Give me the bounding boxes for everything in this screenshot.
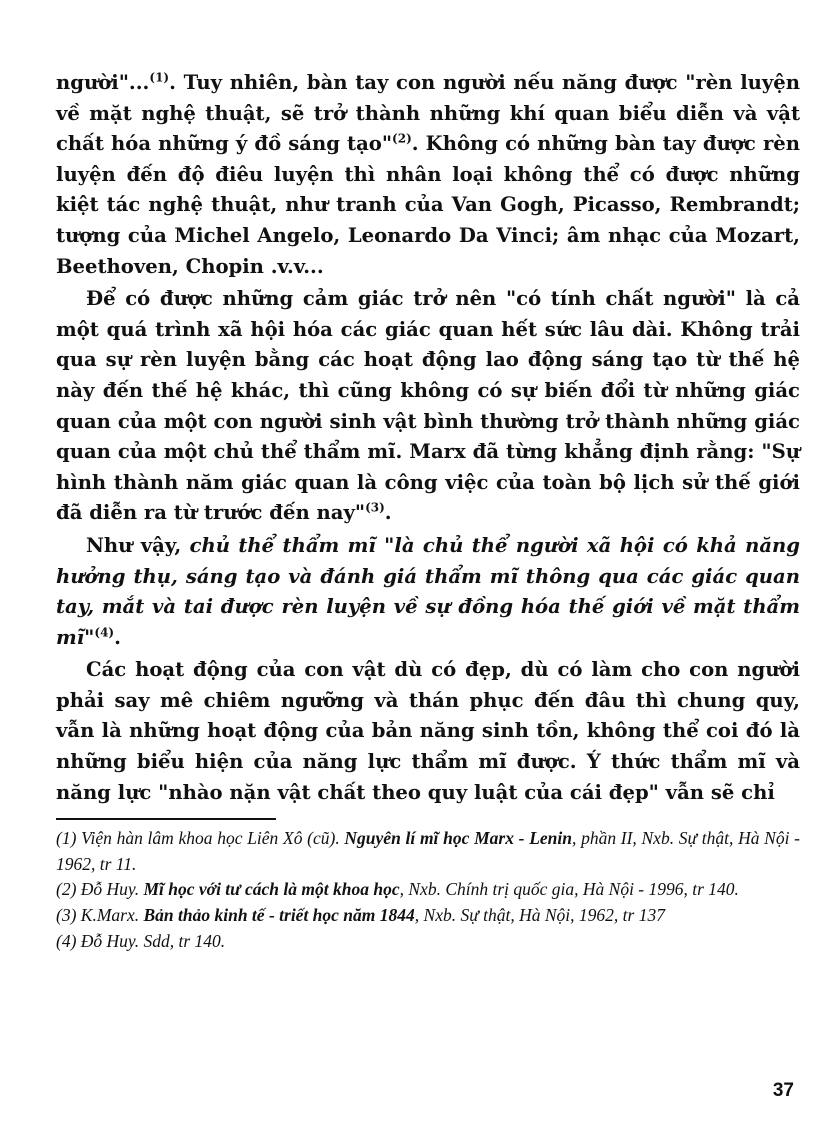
footnote-divider [56, 818, 276, 820]
footnote-4 [56, 929, 800, 955]
footnote-ref-3: (3) [365, 500, 385, 515]
paragraph-text: người"... [56, 71, 150, 94]
paragraph-4 [56, 655, 800, 808]
footnote-title: Nguyên lí mĩ học Marx - Lenin [344, 828, 572, 849]
paragraph-2 [56, 284, 800, 529]
paragraph-text: Như vậy, [86, 533, 190, 557]
footnote-ref-4: (4) [94, 625, 115, 640]
footnote-text: (2) Đỗ Huy. [56, 879, 144, 900]
paragraph-text: . [384, 501, 392, 525]
footnote-title: Mĩ học với tư cách là một khoa học [143, 879, 400, 900]
footnote-3 [56, 903, 800, 929]
paragraph-text: . Tuy nhiên, bàn tay con người nếu năng được "rèn luyện về mặt nghệ thuật, sẽ trở thành những khí quan biểu diễn và vật chất hóa những ý đồ sáng tạo" [56, 71, 800, 156]
paragraph-3 [56, 531, 800, 653]
footnote-2 [56, 877, 800, 903]
footnote-title: Bản thảo kinh tế - triết học năm 1844 [143, 905, 415, 926]
page-content [56, 68, 800, 954]
paragraph-text: Để có được những cảm giác trở nên "có tính chất người" là cả một quá trình xã hội hóa các giác quan hết sức lâu dài. Không trải qua sự rèn luyện bằng các hoạt động lao động sáng tạo từ thế hệ này đến thế hệ khác, thì cũng không có sự biến đổi từ những giác quan của một con người sinh vật bình thường trở thành những giác quan của một chủ thể thẩm mĩ. Marx đã từng khẳng định rằng: "Sự hình thành năm giác quan là công việc của toàn bộ lịch sử thế giới đã diễn ra từ trước đến nay" [56, 287, 800, 525]
footnote-text: , phần II, Nxb. Sự thật, Hà Nội - 1962, tr 11. [56, 828, 800, 874]
footnote-text: , Nxb. Sự thật, Hà Nội, 1962, tr 137 [414, 905, 665, 926]
footnote-1 [56, 826, 800, 877]
paragraph-text: . Không có những bàn tay được rèn luyện đến độ điêu luyện thì nhân loại không thể có được những kiệt tác nghệ thuật, như tranh của Van Gogh, Picasso, Rembrandt; tượng của Michel Angelo, Leonardo Da Vinci; âm nhạc của Mozart, Beethoven, Chopin .v.v... [56, 132, 800, 278]
footnote-text: (4) Đỗ Huy. Sdd, tr 140. [56, 930, 226, 951]
paragraph-text: Các hoạt động của con vật dù có đẹp, dù có làm cho con người phải say mê chiêm ngưỡng và thán phục đến đâu thì chung quy, vẫn là những hoạt động của bản năng sinh tồn, không thể coi đó là những biểu hiện của năng lực thẩm mĩ được. Ý thức thẩm mĩ và năng lực "nhào nặn vật chất theo quy luật của cái đẹp" vẫn sẽ chỉ [56, 658, 800, 804]
footnote-text: , Nxb. Chính trị quốc gia, Hà Nội - 1996, tr 140. [399, 879, 739, 900]
footnote-text: (3) K.Marx. [56, 905, 144, 926]
definition-italic-text: chủ thể thẩm mĩ "là chủ thể người xã hội có khả năng hưởng thụ, sáng tạo và đánh giá thẩm mĩ thông qua các giác quan tay, mắt và tai được rèn luyện về sự đồng hóa thế giới về mặt thẩm mĩ" [56, 533, 800, 649]
page-number: 37 [772, 1080, 794, 1101]
paragraph-text: . [114, 625, 121, 649]
footnote-text: (1) Viện hàn lâm khoa học Liên Xô (cũ). [56, 828, 345, 849]
paragraph-1 [56, 68, 800, 282]
footnote-ref-1: (1) [149, 70, 170, 85]
footnote-ref-2: (2) [392, 131, 412, 146]
